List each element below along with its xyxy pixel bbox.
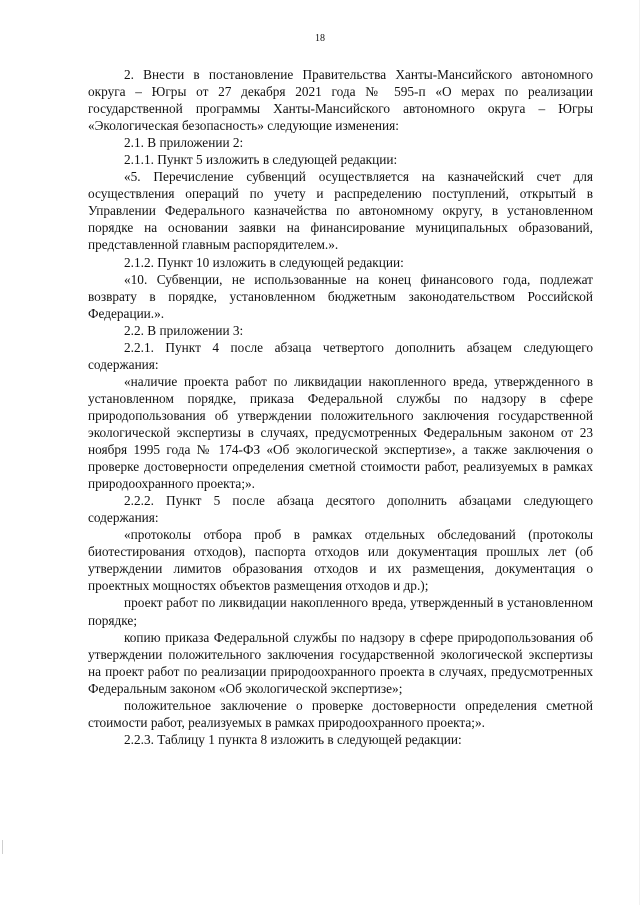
paragraph-2-2-1: 2.2.1. Пункт 4 после абзаца четвертого дополнить абзацем следующего содержания:: [88, 339, 593, 372]
paragraph-order-copy: копию приказа Федеральной службы по надзору в сфере природопользования об утверждении положительного заключения государственной экологической экспертизы на проект работ по реализации природоохранного проекта в случаях, предусмотренных Федеральным законом «Об экологической экспертизе»;: [88, 629, 593, 696]
paragraph-2-2-3: 2.2.3. Таблицу 1 пункта 8 изложить в следующей редакции:: [124, 731, 462, 747]
paragraph-appendix-2: 2.1. В приложении 2:: [124, 135, 244, 151]
paragraph-item-10-text: «10. Субвенции, не использованные на конец финансового года, подлежат возврату в порядке, установленном бюджетным законодательством Российской Федерации.».: [88, 271, 593, 321]
paragraph-2-2-2: 2.2.2. Пункт 5 после абзаца десятого дополнить абзацами следующего содержания:: [88, 493, 593, 526]
paragraph-2-1-2: 2.1.2. Пункт 10 изложить в следующей редакции:: [124, 254, 404, 270]
document-body: [88, 66, 593, 748]
page-number: 18: [315, 33, 325, 44]
paragraph-cost-verification: положительное заключение о проверке достоверности определения сметной стоимости работ, реализуемых в рамках природоохранного проекта;».: [88, 697, 593, 730]
paragraph-harm-work-project: проект работ по ликвидации накопленного вреда, утвержденный в установленном порядке;: [88, 595, 593, 628]
paragraph-sampling-protocols: «протоколы отбора проб в рамках отдельных обследований (протоколы биотестирования отходов), паспорта отходов или документация прошлых лет (об утверждении лимитов образования отходов и их размещения, документация о проектных мощностях объектов размещения отходов и др.);: [88, 527, 593, 594]
paragraph-item-5-text: «5. Перечисление субвенций осуществляется на казначейский счет для осуществления операций по учету и распределению поступлений, открытый в Управлении Федерального казначейства по автономному округу, в установленном порядке на основании заявки на финансирование муниципальных образований, представленной главным распорядителем.».: [88, 169, 593, 253]
paragraph-amend-resolution: 2. Внести в постановление Правительства Ханты-Мансийского автономного округа – Югры от 27 декабря 2021 года № 595-п «О мерах по реализации государственной программы Ханты-Мансийского автономного округа – Югры «Экологическая безопасность» следующие изменения:: [88, 67, 593, 134]
paragraph-accumulated-harm-project: «наличие проекта работ по ликвидации накопленного вреда, утвержденного в установленном порядке, приказа Федеральной службы по надзору в сфере природопользования об утверждении положительного заключения государственной экологической экспертизы в случаях, предусмотренных Федеральным законом от 23 ноября 1995 года № 174-ФЗ «Об экологической экспертизе», а также заключения о проверке достоверности определения сметной стоимости работ, реализуемых в рамках природоохранного проекта;».: [88, 373, 593, 492]
scan-mark: [2, 840, 3, 854]
paragraph-2-1-1: 2.1.1. Пункт 5 изложить в следующей редакции:: [124, 152, 398, 168]
paragraph-appendix-3: 2.2. В приложении 3:: [124, 322, 244, 338]
